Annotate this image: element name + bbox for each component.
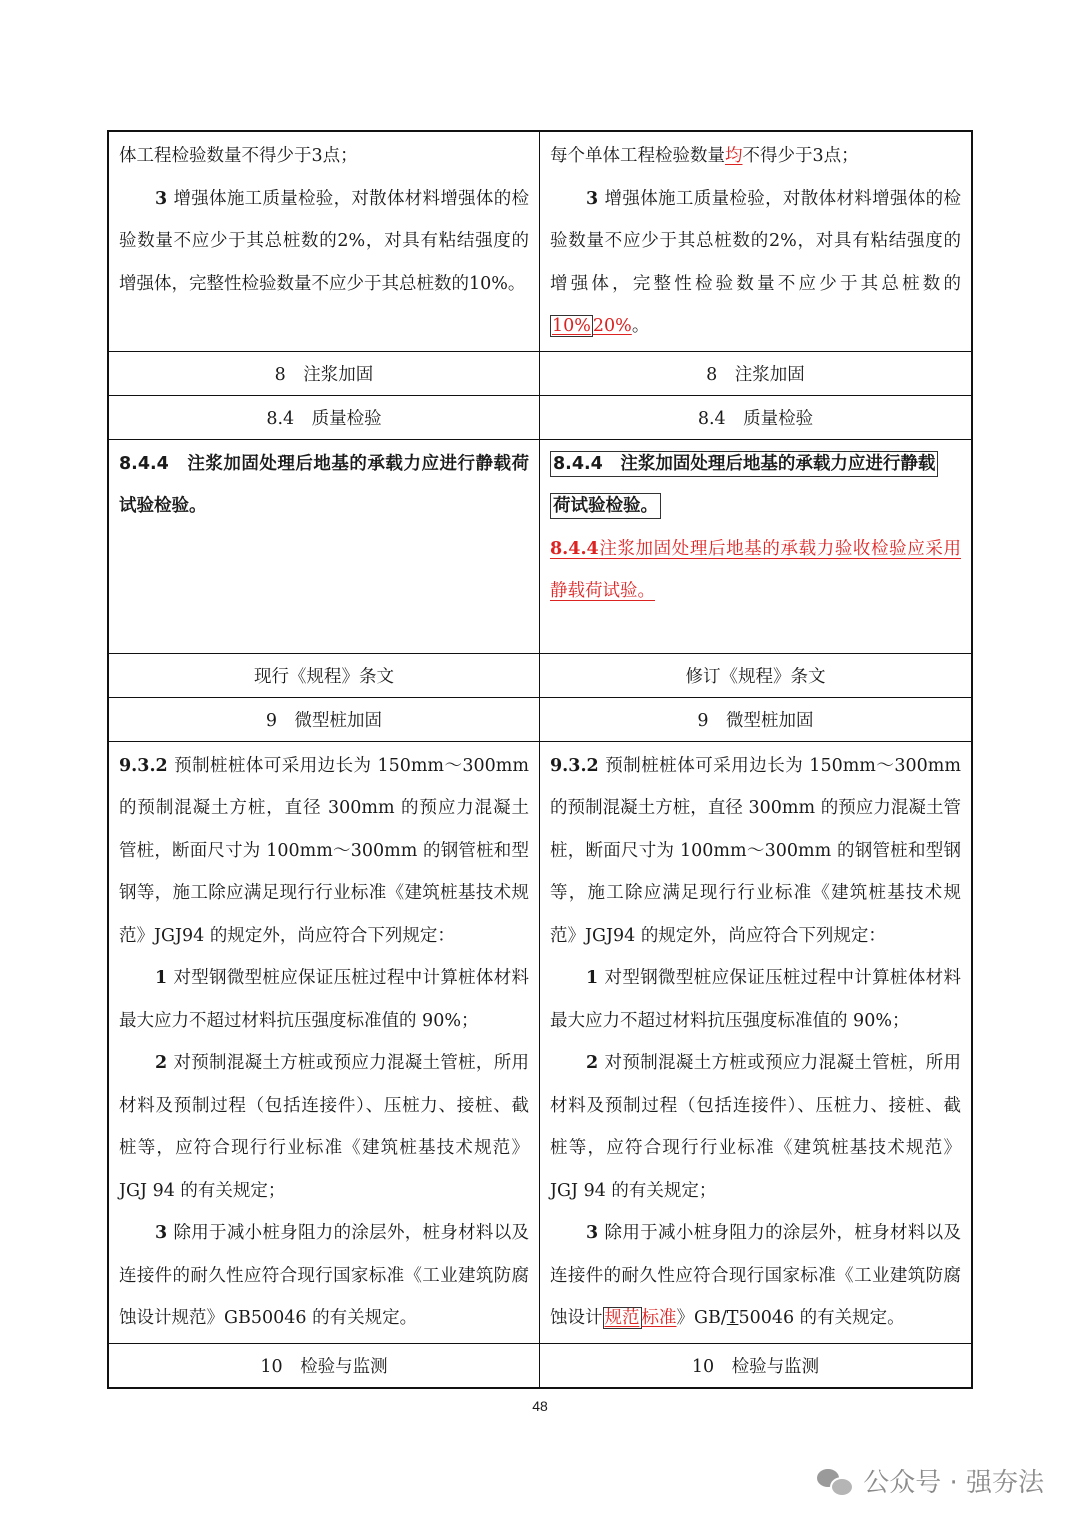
chapter-heading: 8 注浆加固 bbox=[109, 352, 540, 395]
chapter-heading: 9 微型桩加固 bbox=[697, 710, 814, 731]
column-header-current: 现行《规程》条文 bbox=[109, 654, 540, 697]
table-row bbox=[109, 698, 971, 742]
revised-cell bbox=[540, 132, 971, 351]
inserted-text: 标准 bbox=[641, 1308, 677, 1328]
table-row bbox=[109, 352, 971, 396]
item-1: 1 对型钢微型桩应保证压桩过程中计算桩体材料最大应力不超过材料抗压强度标准值的 90%； bbox=[119, 968, 529, 1031]
item-2: 2 对预制混凝土方桩或预应力混凝土管桩，所用材料及预制过程（包括连接件）、压桩力、接桩、截桩等，应符合现行行业标准《建筑桩基技术规范》JGJ 94 的有关规定； bbox=[550, 1053, 961, 1201]
chapter-heading: 9 微型桩加固 bbox=[109, 698, 540, 741]
inserted-text: 均 bbox=[725, 146, 743, 166]
revised-cell bbox=[540, 440, 971, 653]
table-row bbox=[109, 742, 971, 1344]
comparison-table bbox=[107, 130, 973, 1389]
clause-text: 9.3.2 预制桩桩体可采用边长为 150mm～300mm 的预制混凝土方桩，直径 300mm 的预应力混凝土管桩，断面尺寸为 100mm～300mm 的钢管桩和型钢等，施工除应满足现行行业标准《建筑桩基技术规范》JGJ94 的规定外，尚应符合下列规定： bbox=[550, 755, 961, 946]
table-row bbox=[109, 132, 971, 352]
chapter-heading: 10 检验与监测 bbox=[691, 1356, 820, 1377]
watermark bbox=[817, 1462, 1044, 1499]
text-line: 每个单体工程检验数量均不得少于3点； bbox=[550, 146, 859, 166]
wechat-icon bbox=[817, 1467, 853, 1495]
revised-cell bbox=[540, 742, 971, 1343]
text-line: 体工程检验数量不得少于3点； bbox=[119, 146, 358, 166]
table-row bbox=[109, 440, 971, 654]
section-heading: 8.4 质量检验 bbox=[697, 408, 814, 429]
deleted-clause: 荷试验检验。 bbox=[550, 485, 961, 528]
current-cell bbox=[109, 132, 540, 351]
column-header-revised: 修订《规程》条文 bbox=[685, 666, 826, 687]
item-3: 3 除用于减小桩身阻力的涂层外，桩身材料以及连接件的耐久性应符合现行国家标准《工业建筑防腐蚀设计规范》GB50046 的有关规定。 bbox=[119, 1223, 529, 1328]
clause-text: 9.3.2 预制桩桩体可采用边长为 150mm～300mm 的预制混凝土方桩，直径 300mm 的预应力混凝土管桩，断面尺寸为 100mm～300mm 的钢管桩和型钢等，施工除应满足现行行业标准《建筑桩基技术规范》JGJ94 的规定外，尚应符合下列规定： bbox=[119, 755, 529, 946]
page-number: 48 bbox=[532, 1398, 548, 1414]
table-row bbox=[109, 396, 971, 440]
item-2: 2 对预制混凝土方桩或预应力混凝土管桩，所用材料及预制过程（包括连接件）、压桩力、接桩、截桩等，应符合现行行业标准《建筑桩基技术规范》JGJ 94 的有关规定； bbox=[119, 1053, 529, 1201]
inserted-clause: 8.4.4注浆加固处理后地基的承载力验收检验应采用静载荷试验。 bbox=[550, 538, 961, 601]
current-cell bbox=[109, 742, 540, 1343]
deleted-text: 规范 bbox=[604, 1308, 640, 1328]
chapter-heading: 10 检验与监测 bbox=[109, 1344, 540, 1387]
inserted-text: 20% bbox=[592, 316, 632, 336]
item-3: 3 增强体施工质量检验，对散体材料增强体的检验数量不应少于其总桩数的2%，对具有粘结强度的增强体，完整性检验数量不应少于其总桩数的10% 20%。 bbox=[550, 188, 961, 336]
watermark-text: 公众号 · 强夯法 bbox=[863, 1468, 1044, 1498]
inserted-text: T bbox=[726, 1308, 739, 1328]
item-3: 3 除用于减小桩身阻力的涂层外，桩身材料以及连接件的耐久性应符合现行国家标准《工业建筑防腐蚀设计 规范 标准》GB/T50046 的有关规定。 bbox=[550, 1223, 961, 1328]
clause-text: 8.4.4 注浆加固处理后地基的承载力应进行静载荷试验检验。 bbox=[119, 453, 529, 516]
chapter-heading: 8 注浆加固 bbox=[706, 364, 805, 385]
item-3: 3 增强体施工质量检验，对散体材料增强体的检验数量不应少于其总桩数的2%，对具有粘结强度的增强体，完整性检验数量不应少于其总桩数的10%。 bbox=[119, 188, 529, 294]
section-heading: 8.4 质量检验 bbox=[109, 396, 540, 439]
table-row bbox=[109, 654, 971, 698]
current-cell bbox=[109, 440, 540, 653]
table-row bbox=[109, 1344, 971, 1387]
deleted-text: 10% bbox=[552, 316, 591, 336]
item-1: 1 对型钢微型桩应保证压桩过程中计算桩体材料最大应力不超过材料抗压强度标准值的 90%； bbox=[550, 968, 961, 1031]
deleted-clause: 8.4.4 注浆加固处理后地基的承载力应进行静载 bbox=[550, 443, 961, 486]
